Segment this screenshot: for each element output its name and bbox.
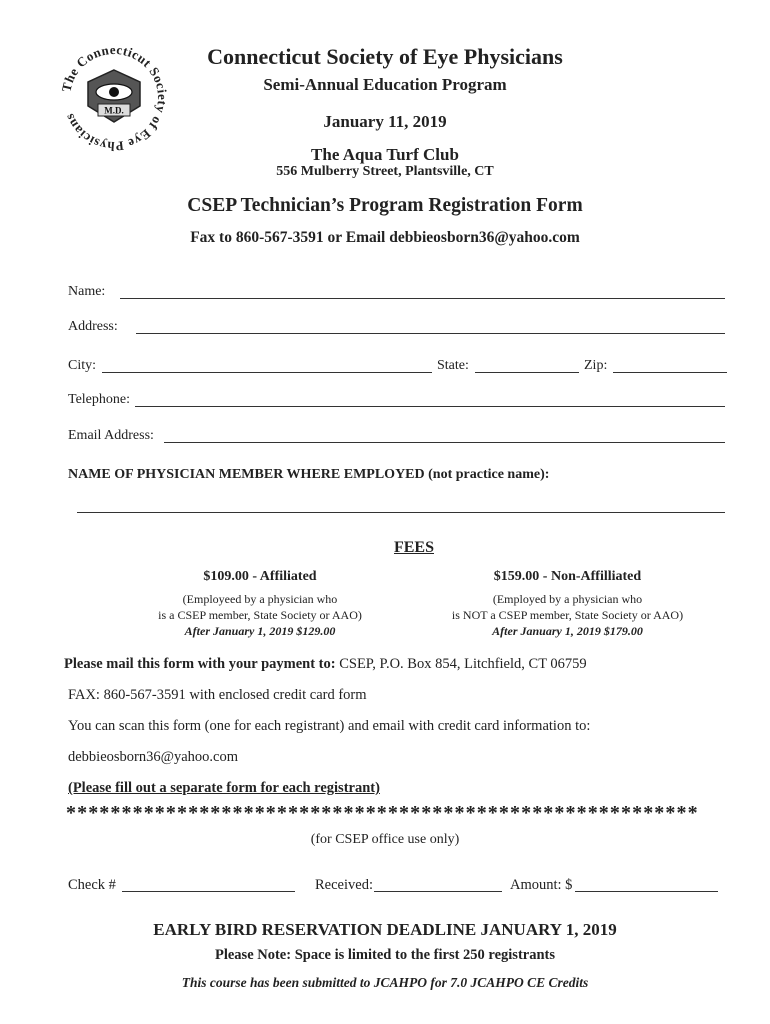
- address-label: Address:: [68, 319, 118, 334]
- city-field[interactable]: [102, 372, 432, 373]
- venue-name: The Aqua Turf Club: [311, 145, 459, 164]
- office-use-note: (for CSEP office use only): [310, 832, 460, 847]
- limit-notice: Please Note: Space is limited to the first 250 registrants: [214, 947, 555, 963]
- fee-affiliated-block: [130, 569, 390, 639]
- fee-nonaffiliated-late: After January 1, 2019 $179.00: [492, 624, 643, 638]
- fee-nonaffiliated-title: $159.00 - Non-Affilliated: [493, 569, 642, 584]
- fee-affiliated-late: After January 1, 2019 $129.00: [184, 624, 336, 638]
- state-field[interactable]: [475, 372, 579, 373]
- mail-address: CSEP, P.O. Box 854, Litchfield, CT 06759: [335, 656, 587, 672]
- physician-label: NAME OF PHYSICIAN MEMBER WHERE EMPLOYED (not practice name):: [68, 467, 550, 482]
- fee-affiliated-desc-1: (Employeed by a physician who: [182, 592, 338, 606]
- email-field[interactable]: [164, 442, 725, 443]
- fax-instructions: FAX: 860-567-3591 with enclosed credit card form: [68, 687, 367, 703]
- name-label: Name:: [68, 284, 106, 299]
- credits-notice: This course has been submitted to JCAHPO for 7.0 JCAHPO CE Credits: [181, 975, 589, 990]
- received-label: Received:: [315, 877, 373, 893]
- scan-instructions: You can scan this form (one for each registrant) and email with credit card information to:: [68, 718, 591, 734]
- physician-field[interactable]: [77, 512, 725, 513]
- check-label: Check #: [68, 877, 116, 893]
- fee-affiliated-desc-2: is a CSEP member, State Society or AAO): [158, 608, 362, 622]
- fee-nonaffiliated-desc-1: (Employed by a physician who: [492, 592, 643, 606]
- org-title: Connecticut Society of Eye Physicians: [207, 44, 563, 69]
- received-field[interactable]: [374, 891, 502, 892]
- check-field[interactable]: [122, 891, 295, 892]
- email-label: Email Address:: [68, 428, 154, 443]
- fee-nonaffiliated-block: [425, 569, 710, 639]
- seal-badge: M.D.: [104, 105, 124, 116]
- deadline-notice: EARLY BIRD RESERVATION DEADLINE JANUARY 1, 2019: [153, 920, 617, 939]
- city-label: City:: [68, 358, 97, 373]
- venue-address: 556 Mulberry Street, Plantsville, CT: [276, 164, 494, 179]
- zip-field[interactable]: [613, 372, 727, 373]
- divider-stars: *********************************************************: [66, 802, 699, 824]
- event-date: January 11, 2019: [323, 112, 447, 131]
- fees-heading: FEES: [393, 539, 434, 556]
- amount-field[interactable]: [575, 891, 718, 892]
- telephone-label: Telephone:: [68, 392, 130, 407]
- contact-line: Fax to 860-567-3591 or Email debbieosborn36@yahoo.com: [190, 229, 580, 246]
- telephone-field[interactable]: [135, 406, 725, 407]
- mail-instructions: [64, 656, 587, 673]
- payment-email: debbieosborn36@yahoo.com: [68, 749, 238, 765]
- address-field[interactable]: [136, 333, 725, 334]
- zip-label: Zip:: [584, 358, 608, 373]
- seal-ring-text: The Connecticut Society of Eye Physicians: [58, 41, 171, 155]
- mail-label: Please mail this form with your payment to:: [64, 656, 336, 672]
- state-label: State:: [437, 358, 469, 373]
- fee-affiliated-title: $109.00 - Affiliated: [203, 569, 317, 584]
- fee-nonaffiliated-desc-2: is NOT a CSEP member, State Society or AAO): [451, 608, 684, 622]
- name-field[interactable]: [120, 298, 725, 299]
- program-subtitle: Semi-Annual Education Program: [263, 75, 507, 94]
- form-title: CSEP Technician’s Program Registration Form: [187, 195, 583, 216]
- amount-label: Amount: $: [510, 877, 573, 893]
- separate-form-note: (Please fill out a separate form for each registrant): [68, 780, 380, 796]
